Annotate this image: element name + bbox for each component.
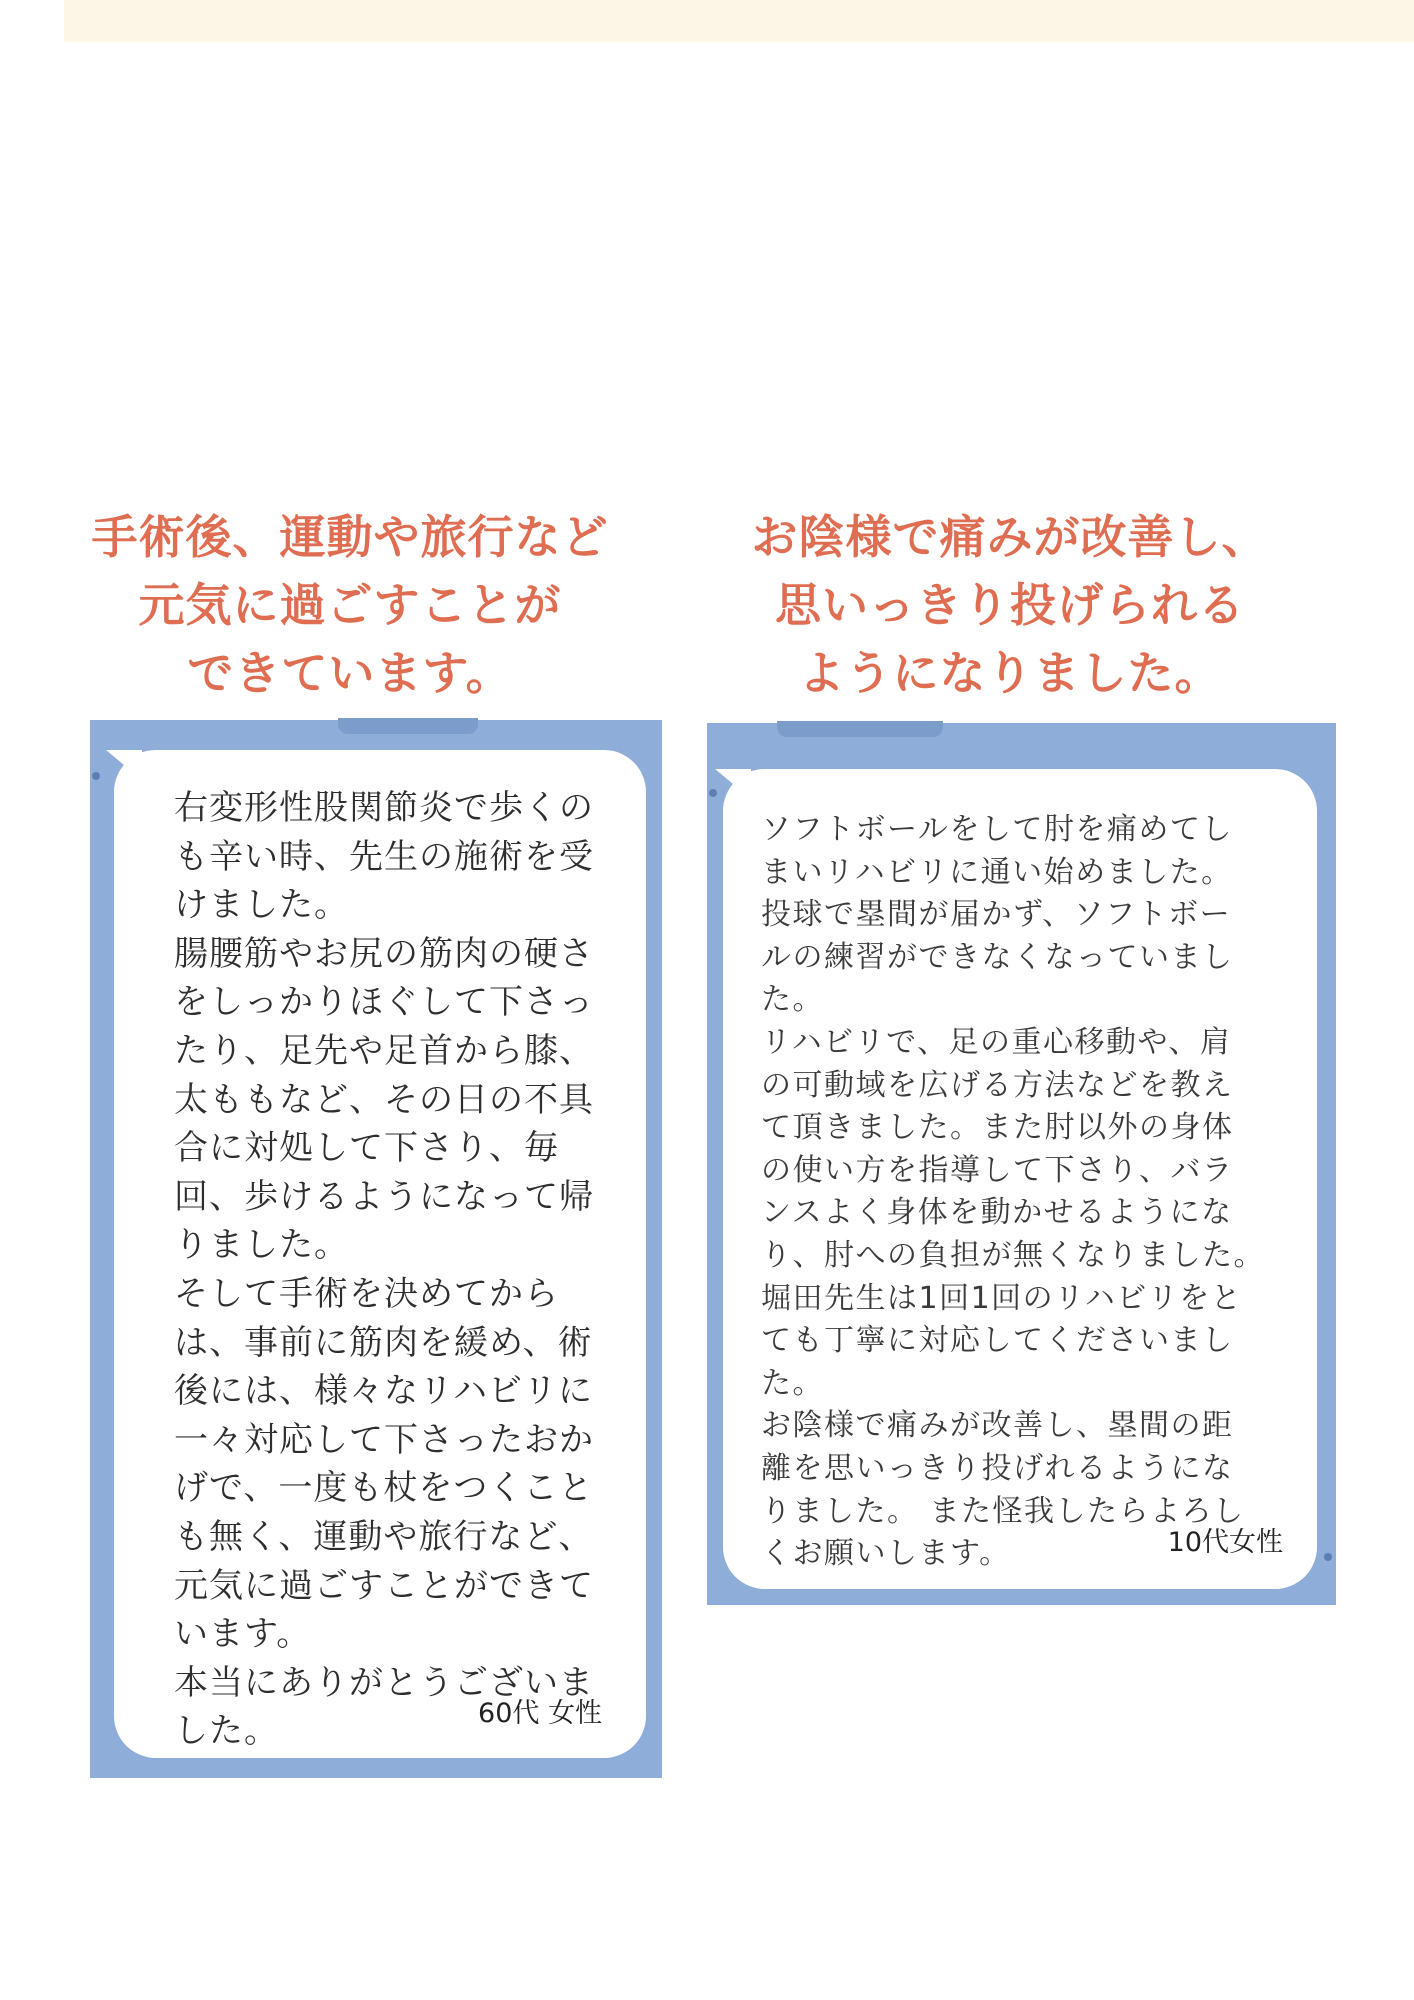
- chat-header-tab: [777, 721, 943, 737]
- reviewer-attribution: 60代 女性: [478, 1698, 602, 1729]
- testimonial-heading-2: [700, 503, 1320, 707]
- chat-screenshot-2: [707, 723, 1336, 1605]
- heading-line: お陰様で痛みが改善し、: [751, 510, 1269, 564]
- heading-line: ようになりました。: [798, 646, 1222, 700]
- heading-line: 元気に過ごすことが: [138, 578, 562, 632]
- chat-edge-marker: [92, 772, 100, 780]
- message-bubble: [723, 769, 1317, 1589]
- heading-line: できています。: [187, 646, 513, 700]
- message-bubble: [114, 750, 646, 1758]
- chat-screenshot-1: [90, 720, 662, 1778]
- heading-line: 手術後、運動や旅行など: [91, 510, 609, 564]
- message-text: 右変形性股関節炎で歩くの も辛い時、先生の施術を受 けました。 腸腰筋やお尻の筋肉の硬さ をしっかりほぐして下さっ たり、足先や足首から膝、 太ももなど、その日の不具 合に対処して下さり、毎 回、歩けるようになって帰 りました。 そして手術を決めてから は、事前に筋肉を緩め、術 後には、様々なリハビリに 一々対応して下さったおか げで、一度も杖をつくこと も無く、運動や旅行など、 元気に過ごすことができて います。 本当にありがとうございま した。: [174, 788, 594, 1752]
- chat-edge-marker: [1324, 1553, 1332, 1561]
- testimonial-heading-1: [70, 503, 630, 707]
- reviewer-attribution: 10代女性: [1167, 1527, 1283, 1558]
- message-text: ソフトボールをして肘を痛めてし まいリハビリに通い始めました。 投球で塁間が届かず、ソフトボー ルの練習ができなくなっていまし た。 リハビリで、足の重心移動や、肩 の可動域を広げる方法などを教え て頂きました。また肘以外の身体 の使い方を指導して下さり、バラ ンスよく身体を動かせるようにな り、肘への負担が無くなりました。 堀田先生は1回1回のリハビリをと ても丁寧に対応してくださいまし た。 お陰様で痛みが改善し、塁間の距 離を思いっきり投げれるようにな りました。 また怪我したらよろし くお願いします。: [761, 812, 1265, 1572]
- chat-header-tab: [338, 718, 478, 734]
- heading-line: 思いっきり投げられる: [775, 578, 1245, 632]
- top-banner-strip: [64, 0, 1414, 42]
